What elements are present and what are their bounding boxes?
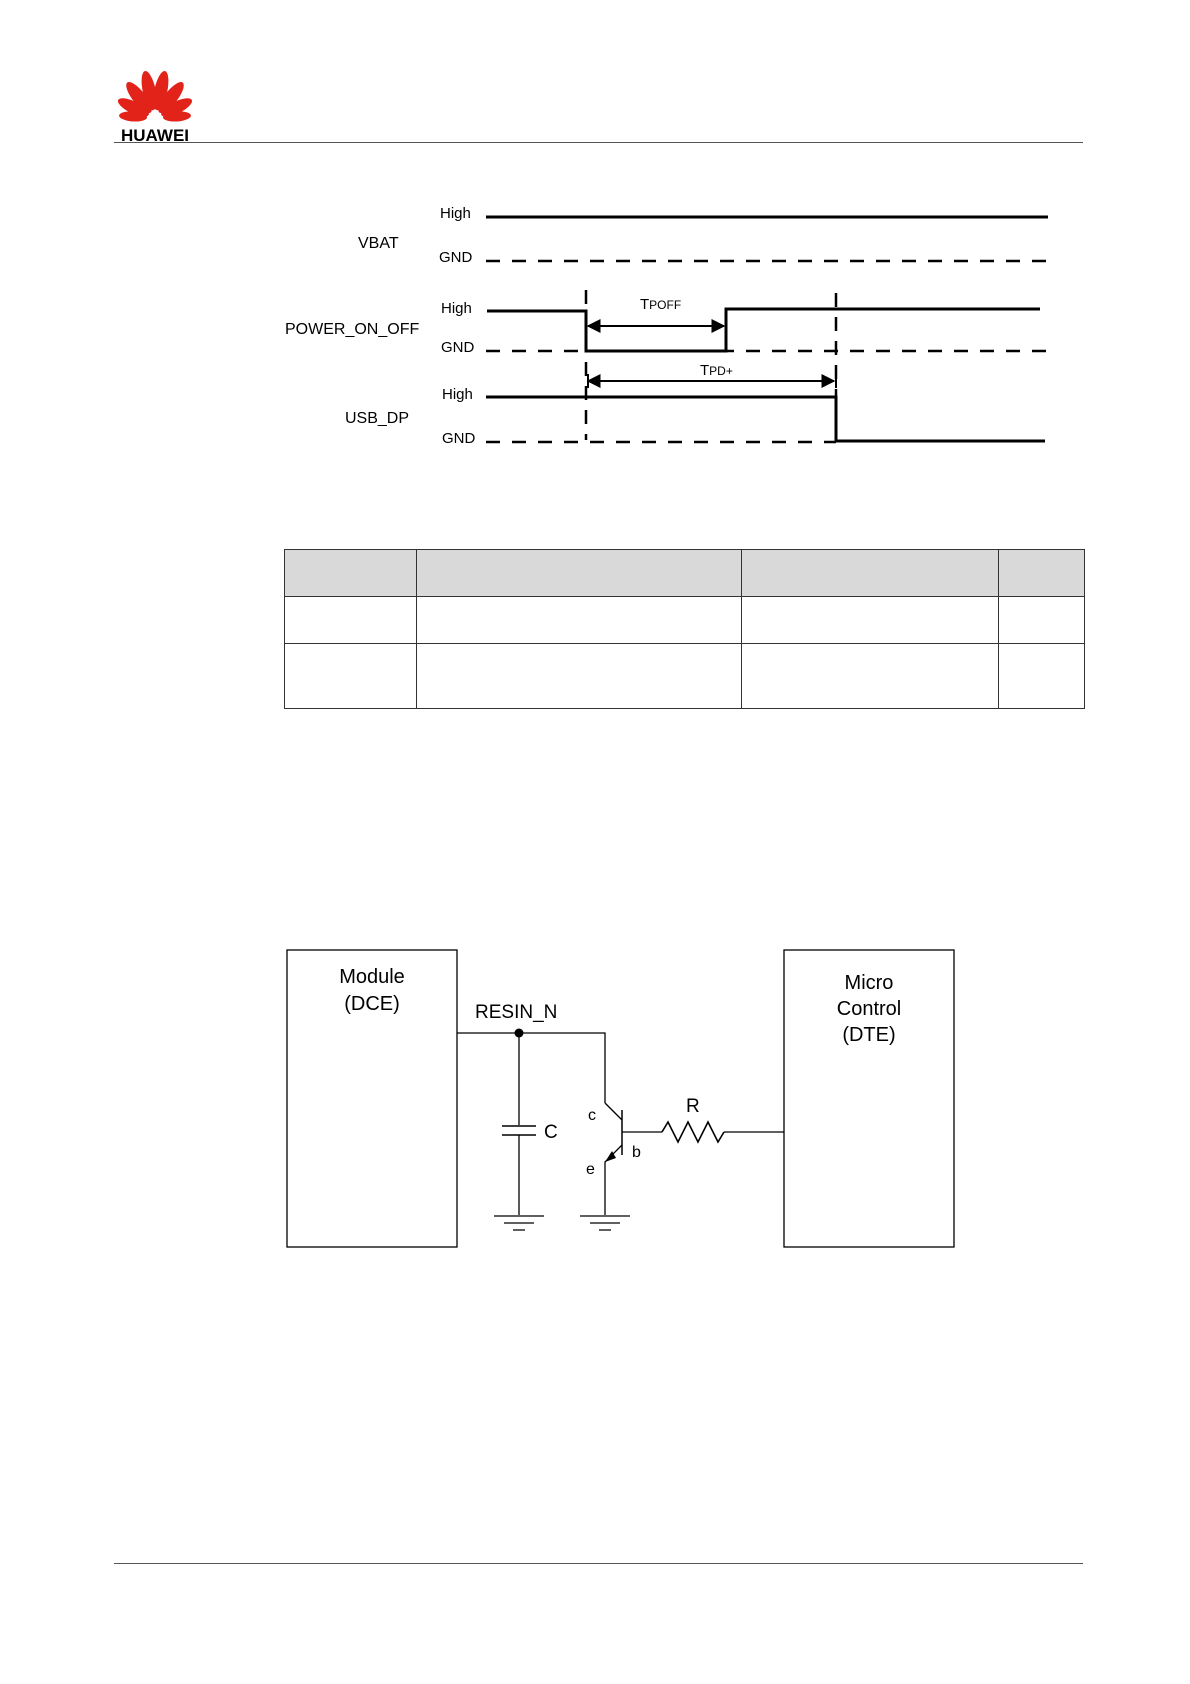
reset-circuit-diagram <box>270 940 970 1260</box>
tpd-label: TPD+ <box>700 362 733 379</box>
dte-label: (DTE) <box>842 1024 896 1046</box>
resin-n-wire <box>457 1033 605 1103</box>
table-cell <box>742 644 999 709</box>
emitter-label: e <box>586 1161 595 1178</box>
micro-label: Micro <box>844 972 894 994</box>
timing-diagram <box>270 195 1080 460</box>
capacitor-label: C <box>544 1122 558 1143</box>
table-cell <box>417 644 742 709</box>
power-on-off-label: POWER_ON_OFF <box>285 321 420 338</box>
timing-parameter-table <box>284 549 1085 709</box>
power-on-off-high-label: High <box>441 300 472 317</box>
tpoff-label: TPOFF <box>640 296 682 313</box>
usb-dp-waveform <box>486 397 1045 441</box>
table-cell <box>742 597 999 644</box>
table-cell <box>285 597 417 644</box>
table-cell <box>999 644 1085 709</box>
header-rule <box>114 142 1083 143</box>
transistor-collector-lead <box>605 1103 622 1120</box>
resistor-r-symbol <box>662 1122 724 1142</box>
ground-icon <box>494 1216 544 1230</box>
base-label: b <box>632 1144 641 1161</box>
vbat-gnd-label: GND <box>439 249 473 266</box>
table-header-cell <box>742 550 999 597</box>
vbat-label: VBAT <box>358 235 399 252</box>
table-row <box>285 644 1085 709</box>
power-on-off-waveform <box>487 309 1040 351</box>
table-header-cell <box>417 550 742 597</box>
table-cell <box>999 597 1085 644</box>
huawei-wordmark: HUAWEI <box>121 126 189 144</box>
table-cell <box>285 644 417 709</box>
module-label: Module <box>339 966 405 988</box>
table-header-row <box>285 550 1085 597</box>
micro-control-dte-box <box>784 950 954 1247</box>
ground-icon <box>580 1216 630 1230</box>
capacitor-c-symbol <box>502 1126 536 1135</box>
resistor-label: R <box>686 1096 700 1117</box>
power-on-off-gnd-label: GND <box>441 339 475 356</box>
collector-label: c <box>588 1107 596 1124</box>
table-cell <box>417 597 742 644</box>
huawei-petals-icon <box>116 70 195 123</box>
usb-dp-label: USB_DP <box>345 410 410 427</box>
table-header-cell <box>999 550 1085 597</box>
table-row <box>285 597 1085 644</box>
footer-rule <box>114 1563 1083 1564</box>
control-label: Control <box>836 998 902 1020</box>
huawei-logo <box>114 60 196 144</box>
usb-dp-gnd-label: GND <box>442 430 476 447</box>
vbat-high-label: High <box>440 205 471 222</box>
resin-n-net-label: RESIN_N <box>475 1002 558 1023</box>
usb-dp-high-label: High <box>442 386 473 403</box>
module-dce-label: (DCE) <box>344 993 400 1015</box>
table-header-cell <box>285 550 417 597</box>
